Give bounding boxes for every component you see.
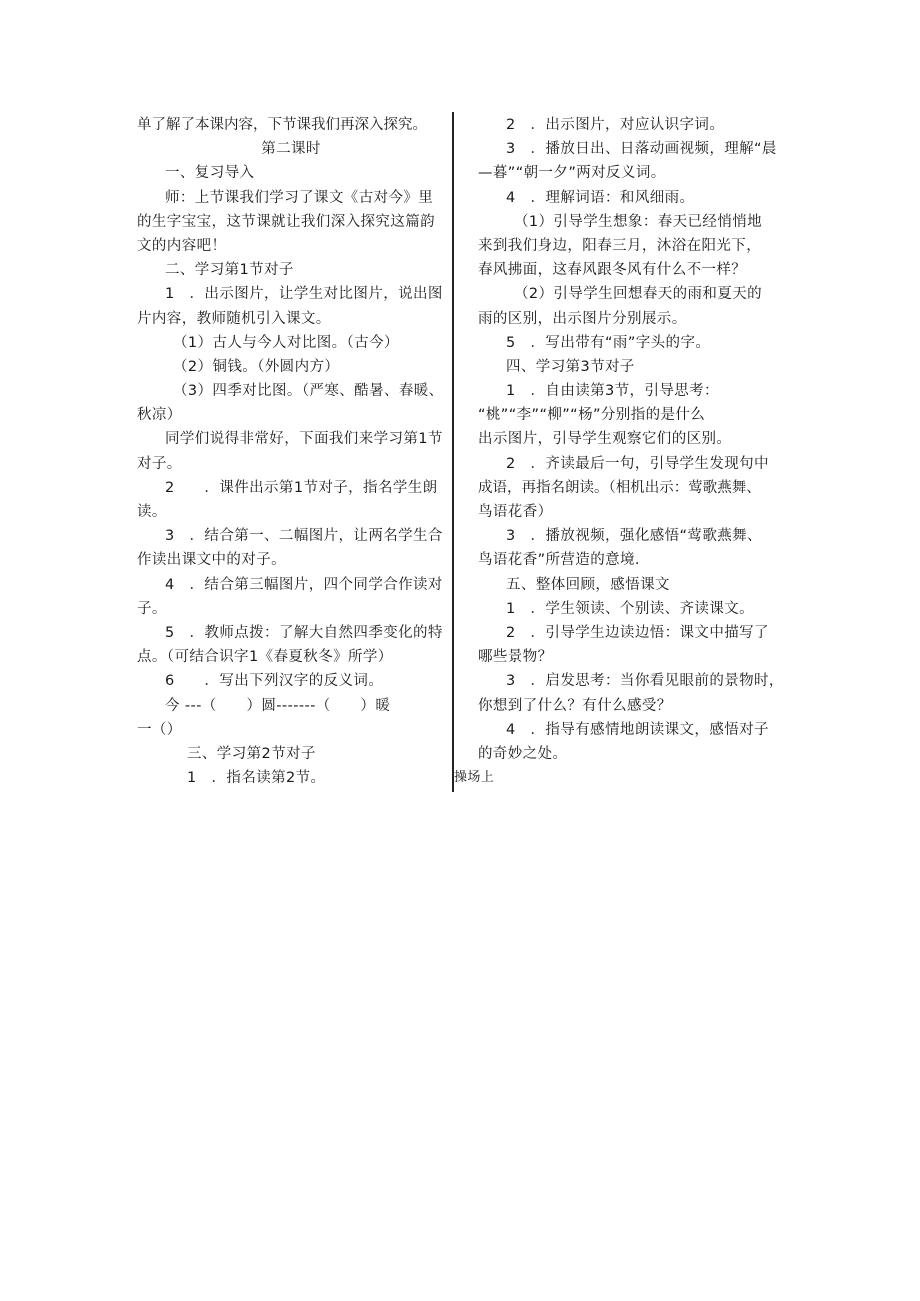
- text-line: 2 ．齐读最后一句，引导学生发现句中: [506, 455, 769, 472]
- text-line: 点。（可结合识字1《春夏秋冬》所学）: [137, 649, 393, 666]
- text-line: 鸟语花香”所营造的意境.: [478, 552, 640, 569]
- text-line: 4 ．指导有感情地朗读课文，感悟对子: [506, 721, 769, 738]
- text-line: 1 ．自由读第3节，引导思考：: [506, 383, 719, 400]
- left-column: [137, 113, 445, 790]
- text-line: 1 ．指名读第2节。: [187, 770, 326, 787]
- text-line: 鸟语花香）: [478, 504, 553, 520]
- text-line: （3）四季对比图。（严寒、酷暑、春暖、: [173, 383, 444, 400]
- text-line: 雨的区别，出示图片分别展示。: [478, 310, 687, 327]
- text-line: 成语，再指名朗读。（相机出示：莺歌燕舞、: [478, 479, 761, 496]
- text-line: 1 ．学生领读、个别读、齐读课文。: [506, 600, 755, 617]
- heading-review-summary: 五、整体回顾，感悟课文: [506, 576, 670, 593]
- text-line: 5 ．教师点拨：了解大自然四季变化的特: [165, 624, 443, 641]
- column-divider: [452, 112, 454, 792]
- text-line: 2 ．引导学生边读边悟：课文中描写了: [506, 624, 769, 641]
- text-line: 片内容，教师随机引入课文。: [137, 310, 331, 327]
- text-line: 3 ．启发思考：当你看见眼前的景物时，: [506, 673, 784, 690]
- text-line: 哪些景物？: [478, 649, 553, 666]
- text-line: 对子。: [137, 455, 182, 472]
- text-line: 5 ．写出带有“雨”字头的字。: [506, 334, 711, 351]
- text-line: 文的内容吧！: [137, 237, 227, 254]
- text-line: 2 ．课件出示第1节对子，指名学生朗: [165, 479, 438, 496]
- text-line: （2）铜钱。（外圆内方）: [173, 358, 340, 375]
- text-line: —暮”“朝一夕”两对反义词。: [478, 165, 666, 182]
- heading-review: 一、复习导入: [165, 165, 255, 182]
- text-line: 4 ．理解词语：和风细雨。: [506, 189, 695, 206]
- text-line: 出示图片，引导学生观察它们的区别。: [478, 431, 732, 448]
- text-line: 秋凉）: [137, 407, 182, 424]
- text-line: 4 ．结合第三幅图片，四个同学合作读对: [165, 576, 443, 593]
- text-line: 你想到了什么？有什么感受？: [478, 697, 672, 714]
- text-line: 1 ．出示图片，让学生对比图片，说出图: [165, 286, 443, 303]
- text-line: 作读出课文中的对子。: [137, 552, 286, 569]
- text-line: 师：上节课我们学习了课文《古对今》里: [165, 189, 434, 206]
- text-line: 来到我们身边，阳春三月，沐浴在阳光下，: [478, 237, 762, 254]
- text-line: 子。: [137, 600, 167, 617]
- heading-section-2: 三、学习第2节对子: [187, 745, 316, 762]
- footer-label: 操场上: [454, 770, 495, 786]
- antonym-exercise: 今 ---（ ）圆-------（ ）暖: [165, 697, 391, 714]
- text-line: “桃”“李”“柳”“杨”分别指的是什么: [478, 407, 706, 424]
- section-title: 第二课时: [261, 141, 321, 158]
- right-column: [454, 113, 784, 790]
- text-line: 6 ．写出下列汉字的反义词。: [165, 673, 384, 690]
- text-line: 单了解了本课内容，下节课我们再深入探究。: [137, 117, 427, 133]
- text-line: 读。: [137, 504, 167, 520]
- heading-section-3: 四、学习第3节对子: [506, 358, 635, 375]
- text-line: 3 ．播放视频，强化感悟“莺歌燕舞、: [506, 528, 762, 545]
- text-line: （2）引导学生回想春天的雨和夏天的: [514, 286, 763, 303]
- text-line: 同学们说得非常好，下面我们来学习第1节: [165, 431, 443, 448]
- text-line: 2 ．出示图片，对应认识字词。: [506, 117, 725, 133]
- text-line: （1）古人与今人对比图。（古今）: [173, 334, 399, 351]
- text-line: 春风拂面，这春风跟冬风有什么不一样？: [478, 262, 747, 279]
- heading-section-1: 二、学习第1节对子: [165, 262, 294, 279]
- text-line: 的奇妙之处。: [478, 745, 568, 762]
- text-line: 3 ．结合第一、二幅图片，让两名学生合: [165, 528, 443, 545]
- text-line: （1）引导学生想象：春天已经悄悄地: [514, 213, 763, 230]
- text-line: 的生字宝宝，这节课就让我们深入探究这篇韵: [137, 213, 435, 230]
- text-line: 3 ．播放日出、日落动画视频，理解“晨: [506, 141, 777, 158]
- antonym-exercise: 一（）: [137, 721, 182, 738]
